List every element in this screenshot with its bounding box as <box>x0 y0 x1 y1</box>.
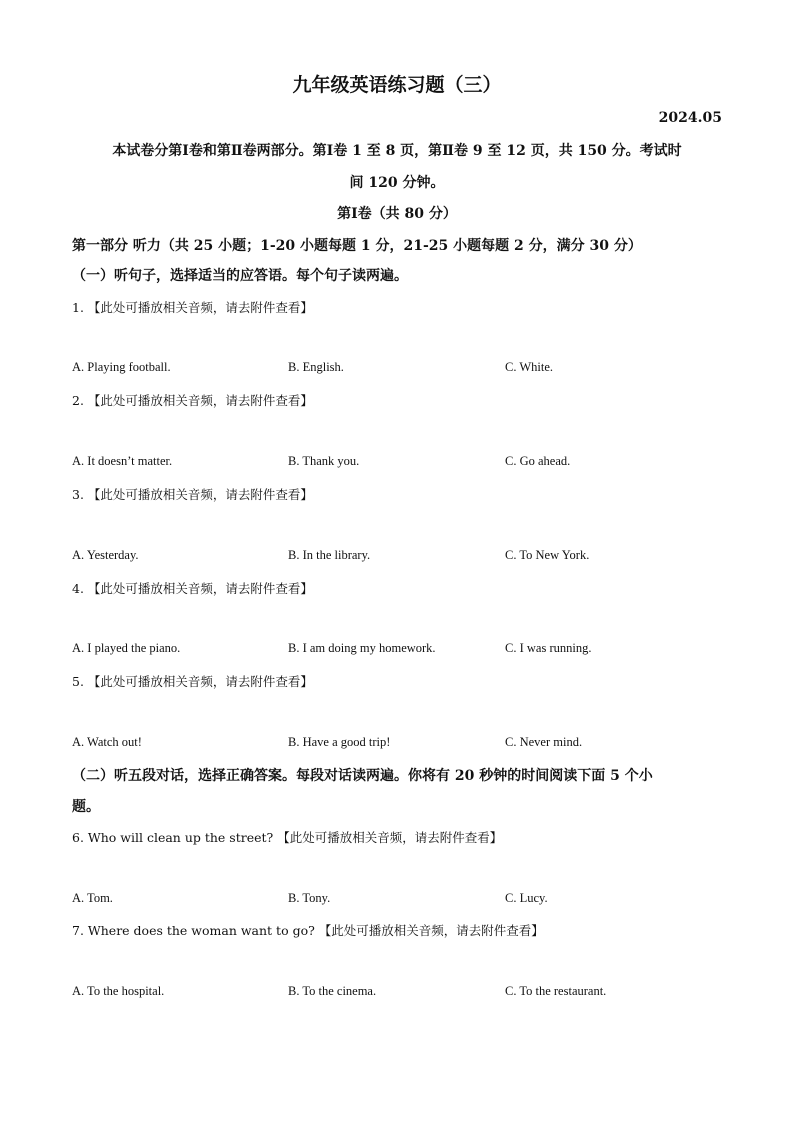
intro-line-2: 间 120 分钟。 <box>349 175 445 191</box>
option-c: C. To the restaurant. <box>505 984 607 998</box>
section-1-title: （一）听句子，选择适当的应答语。每个句子读两遍。 <box>72 268 408 284</box>
question-stem: 1. 【此处可播放相关音频，请去附件查看】 <box>72 300 313 315</box>
option-b: B. Have a good trip! <box>288 735 391 749</box>
option-b: B. Tony. <box>288 891 331 905</box>
option-a: A. Watch out! <box>72 735 142 749</box>
option-c: C. Go ahead. <box>505 454 571 468</box>
section-2-title-line-1: （二）听五段对话，选择正确答案。每段对话读两遍。你将有 20 秒钟的时间阅读下面 5 个小 <box>72 768 653 784</box>
question-stem: 6. Who will clean up the street? 【此处可播放相关音频，请去附件查看】 <box>72 830 503 845</box>
volume-title: 第Ⅰ卷（共 80 分） <box>337 206 457 222</box>
option-a: A. I played the piano. <box>72 641 181 655</box>
option-c: C. I was running. <box>505 641 592 655</box>
option-a: A. Tom. <box>72 891 113 905</box>
option-c: C. To New York. <box>505 548 590 562</box>
option-b: B. To the cinema. <box>288 984 377 998</box>
option-a: A. Yesterday. <box>72 548 139 562</box>
question-stem: 5. 【此处可播放相关音频，请去附件查看】 <box>72 674 313 689</box>
option-b: B. In the library. <box>288 548 371 562</box>
exam-date: 2024.05 <box>658 110 722 126</box>
section-2-title-line-2: 题。 <box>72 799 100 815</box>
page-title: 九年级英语练习题（三） <box>292 74 502 96</box>
intro-line-1: 本试卷分第Ⅰ卷和第Ⅱ卷两部分。第Ⅰ卷 1 至 8 页，第Ⅱ卷 9 至 12 页，共 150 分。考试时 <box>112 143 682 159</box>
question-stem: 2. 【此处可播放相关音频，请去附件查看】 <box>72 393 313 408</box>
option-a: A. It doesn’t matter. <box>72 454 173 468</box>
question-stem: 3. 【此处可播放相关音频，请去附件查看】 <box>72 487 313 502</box>
option-b: B. English. <box>288 360 344 374</box>
option-a: A. To the hospital. <box>72 984 165 998</box>
option-a: A. Playing football. <box>72 360 171 374</box>
option-b: B. Thank you. <box>288 454 360 468</box>
option-c: C. Never mind. <box>505 735 583 749</box>
question-stem: 4. 【此处可播放相关音频，请去附件查看】 <box>72 581 313 596</box>
option-b: B. I am doing my homework. <box>288 641 436 655</box>
option-c: C. White. <box>505 360 554 374</box>
option-c: C. Lucy. <box>505 891 548 905</box>
question-stem: 7. Where does the woman want to go? 【此处可播放相关音频，请去附件查看】 <box>72 923 544 938</box>
part-title: 第一部分 听力（共 25 小题；1-20 小题每题 1 分，21-25 小题每题 2 分，满分 30 分） <box>72 238 642 254</box>
